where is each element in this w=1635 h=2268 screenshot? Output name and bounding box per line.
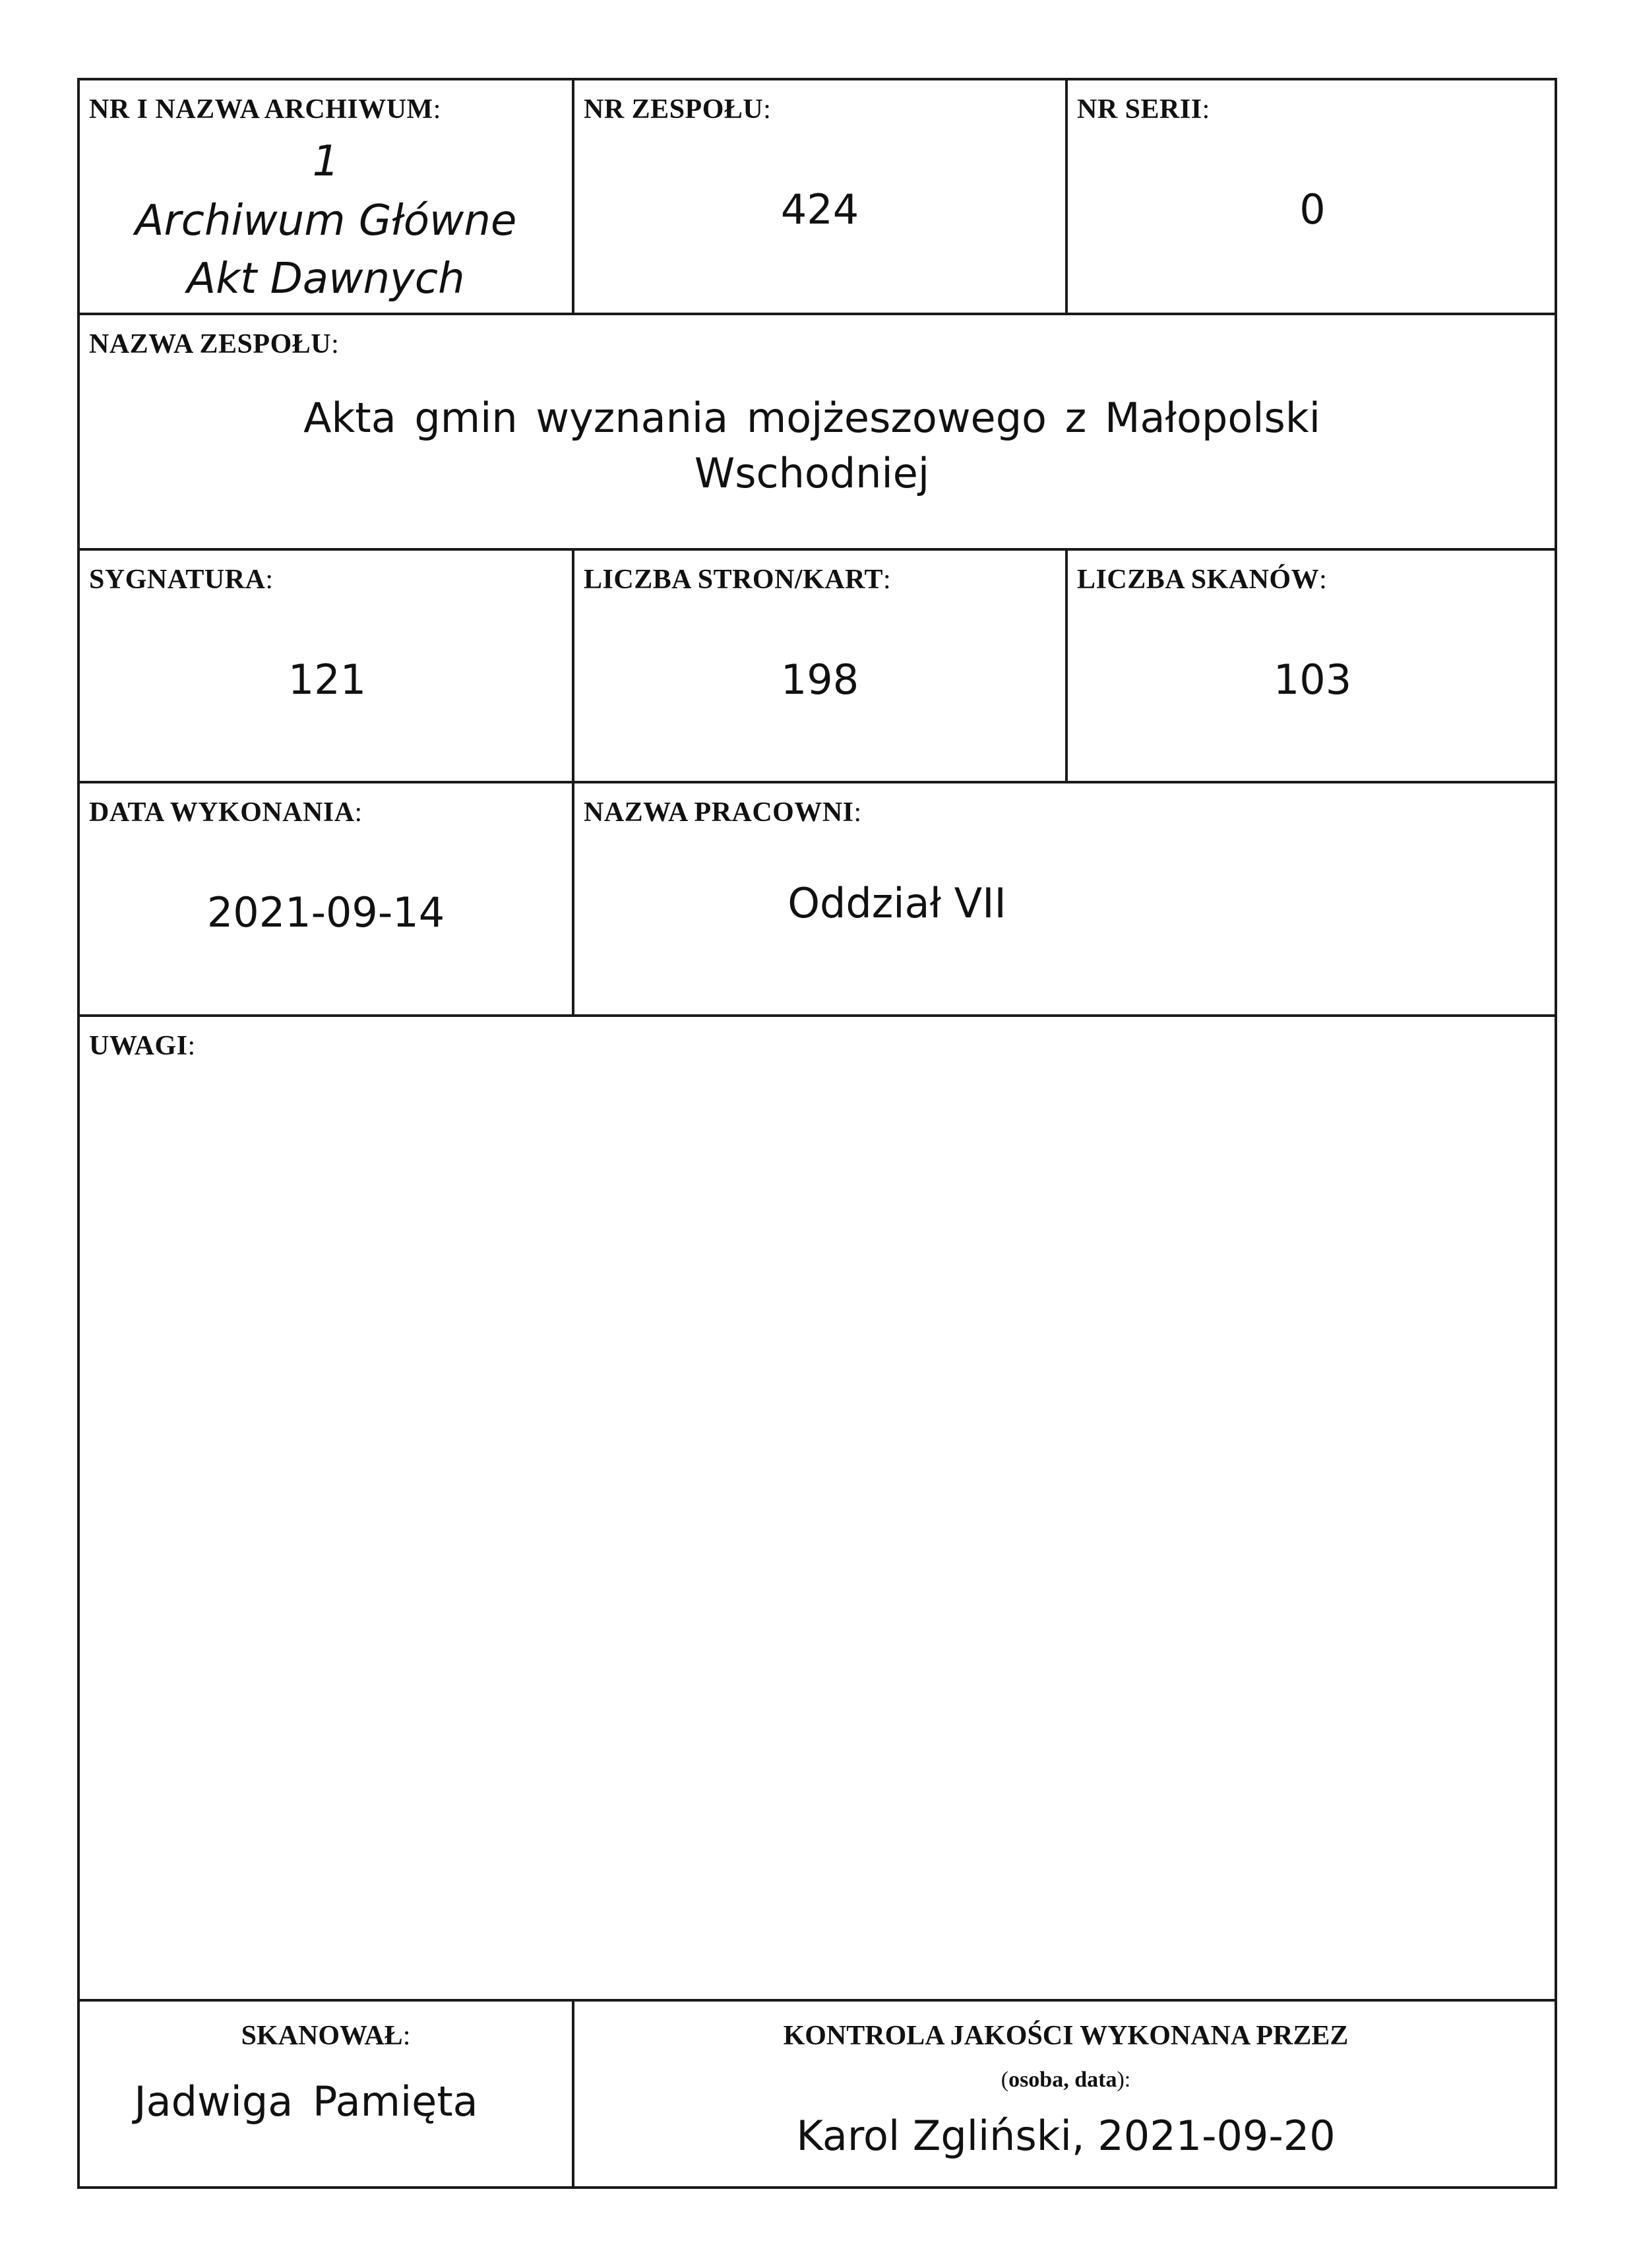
fonds-number-value: 424 <box>780 185 859 233</box>
scans-label: LICZBA SKANÓW: <box>1077 565 1328 595</box>
series-number-cell <box>1068 80 1557 313</box>
notes-label: UWAGI: <box>89 1031 196 1061</box>
signature-cell <box>80 551 572 781</box>
fonds-name-label: NAZWA ZESPOŁU: <box>89 329 340 359</box>
pages-value: 198 <box>780 656 859 704</box>
scanned-by-label: SKANOWAŁ: <box>241 2021 411 2051</box>
quality-control-value: Karol Zgliński, 2021-09-20 <box>796 2112 1336 2160</box>
signature-value: 121 <box>288 656 367 704</box>
workshop-label: NAZWA PRACOWNI: <box>584 797 862 828</box>
date-label: DATA WYKONANIA: <box>89 797 363 828</box>
workshop-value: Oddział VII <box>787 879 1006 927</box>
scanned-by-cell <box>80 2002 572 2189</box>
archive-name-line2: Akt Dawnych <box>187 255 465 303</box>
quality-control-cell <box>574 2002 1557 2189</box>
series-number-label: NR SERII: <box>1077 94 1210 125</box>
signature-label: SYGNATURA: <box>89 565 274 595</box>
workshop-cell <box>574 783 1557 1014</box>
fonds-number-label: NR ZESPOŁU: <box>584 94 772 125</box>
scans-cell <box>1068 551 1557 781</box>
archive-name-line1: Archiwum Główne <box>135 197 517 245</box>
fonds-name-line1: Akta gmin wyznania mojżeszowego z Małopolski <box>303 394 1320 442</box>
scans-value: 103 <box>1273 656 1352 704</box>
series-number-value: 0 <box>1299 185 1326 233</box>
notes-cell <box>80 1017 1557 1999</box>
quality-control-label: KONTROLA JAKOŚCI WYKONANA PRZEZ <box>783 2021 1349 2051</box>
fonds-number-cell <box>574 80 1065 313</box>
scanned-by-value: Jadwiga Pamięta <box>134 2077 478 2126</box>
fonds-name-line2: Wschodniej <box>694 449 930 497</box>
pages-cell <box>574 551 1065 781</box>
quality-control-sublabel: (osoba, data): <box>1001 2068 1131 2092</box>
archive-number: 1 <box>312 137 340 186</box>
archive-cell <box>80 80 572 313</box>
archive-form <box>77 78 1557 2189</box>
date-value: 2021-09-14 <box>206 888 445 936</box>
archive-label: NR I NAZWA ARCHIWUM: <box>89 94 441 125</box>
pages-label: LICZBA STRON/KART: <box>584 565 892 595</box>
fonds-name-cell <box>80 315 1557 548</box>
